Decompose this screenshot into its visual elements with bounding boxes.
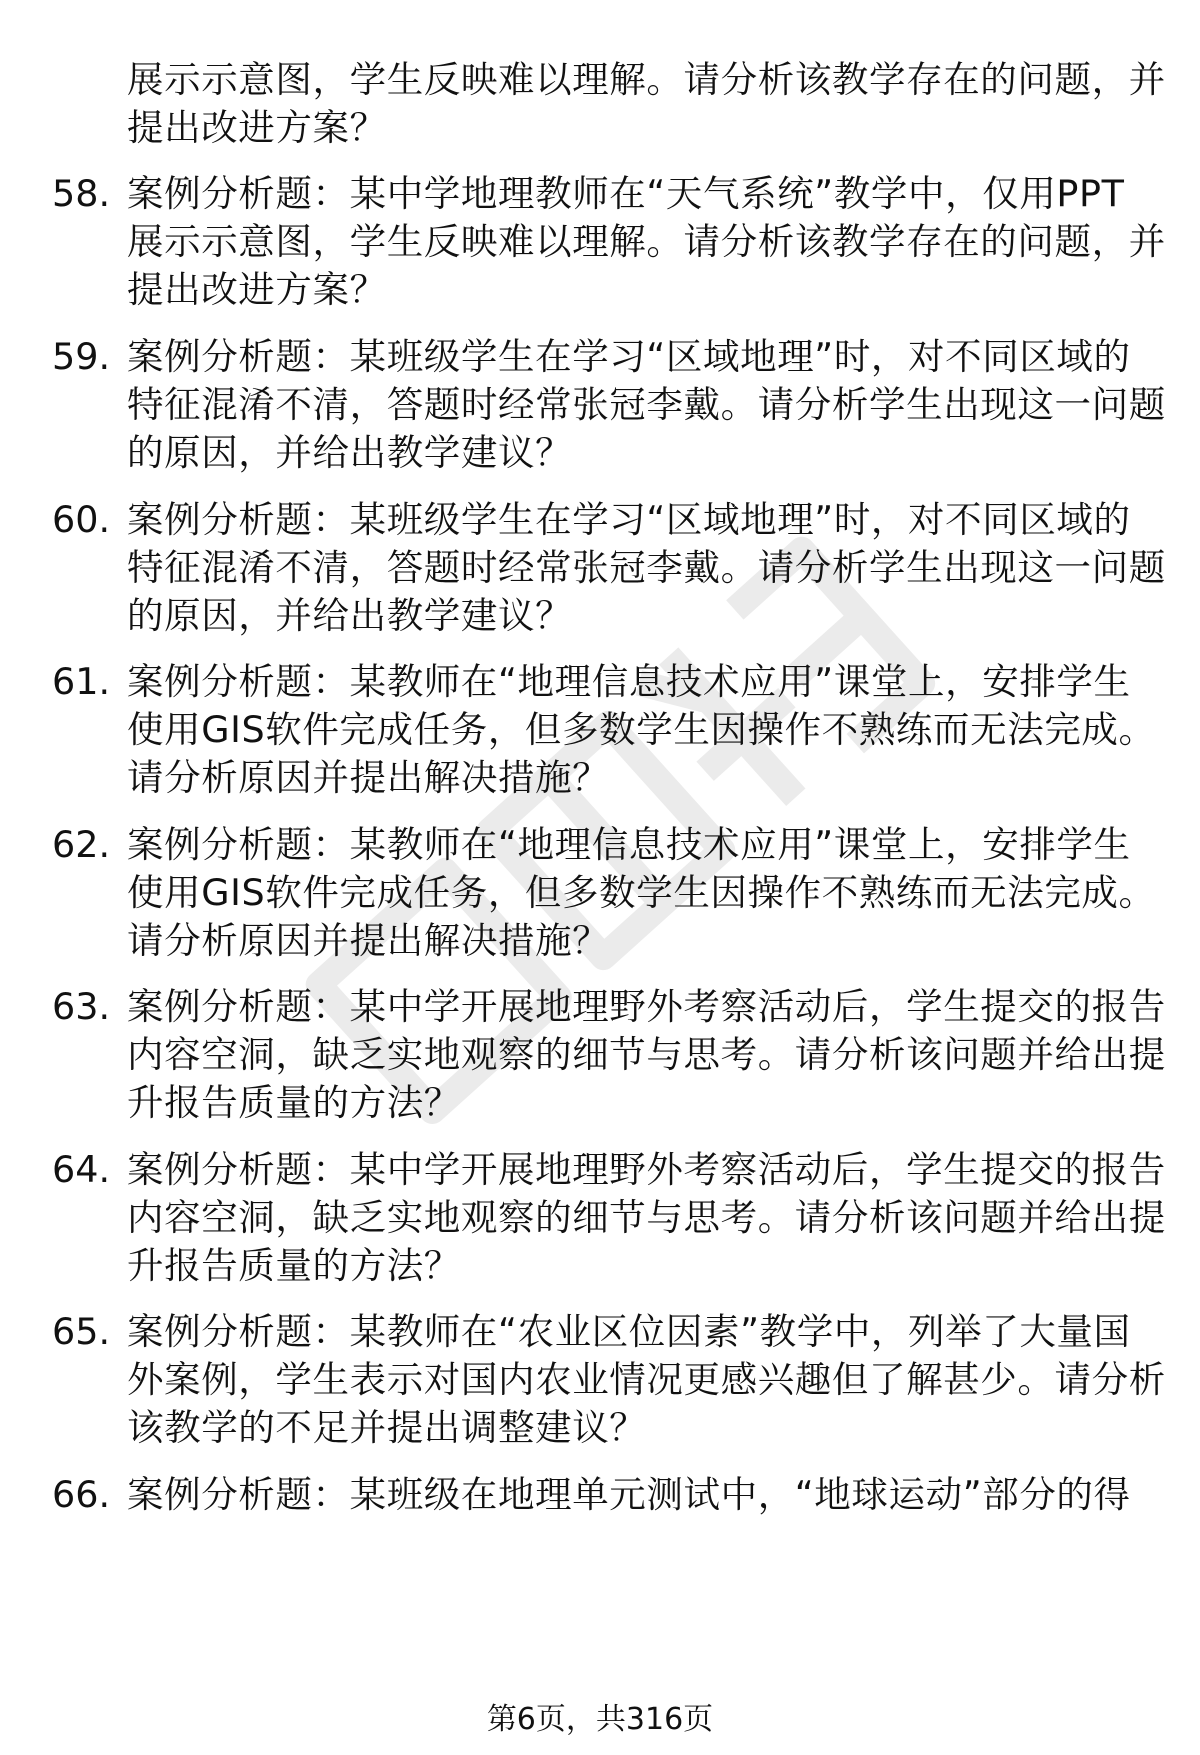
question-text-line: 请分析原因并提出解决措施？ [127, 919, 610, 962]
question-text-line: 的原因，并给出教学建议？ [127, 431, 573, 474]
question-text-line: 案例分析题：某中学开展地理野外考察活动后，学生提交的报告 [127, 985, 1166, 1028]
question-text-line: 案例分析题：某教师在“地理信息技术应用”课堂上，安排学生 [127, 660, 1131, 703]
question-number: 65. [52, 1310, 111, 1353]
question-number: 59. [52, 335, 111, 378]
question-text-line: 案例分析题：某中学开展地理野外考察活动后，学生提交的报告 [127, 1148, 1166, 1191]
question-number: 63. [52, 985, 111, 1028]
question-text-line: 案例分析题：某教师在“农业区位因素”教学中，列举了大量国 [127, 1310, 1131, 1353]
question-text-line: 升报告质量的方法？ [127, 1081, 461, 1124]
question-text-line: 使用GIS软件完成任务，但多数学生因操作不熟练而无法完成。 [127, 708, 1156, 751]
question-text-line: 特征混淆不清，答题时经常张冠李戴。请分析学生出现这一问题 [127, 383, 1166, 426]
question-number: 62. [52, 823, 111, 866]
question-text-line: 内容空洞，缺乏实地观察的细节与思考。请分析该问题并给出提 [127, 1196, 1166, 1239]
question-text-line: 升报告质量的方法？ [127, 1244, 461, 1287]
question-number: 60. [52, 498, 111, 541]
question-text-line: 案例分析题：某班级学生在学习“区域地理”时，对不同区域的 [127, 498, 1131, 541]
question-text-line: 展示示意图，学生反映难以理解。请分析该教学存在的问题，并 [127, 58, 1166, 101]
question-number: 66. [52, 1473, 111, 1516]
question-text-line: 展示示意图，学生反映难以理解。请分析该教学存在的问题，并 [127, 220, 1166, 263]
question-text-line: 案例分析题：某班级在地理单元测试中，“地球运动”部分的得 [127, 1473, 1131, 1516]
question-text-line: 案例分析题：某班级学生在学习“区域地理”时，对不同区域的 [127, 335, 1131, 378]
question-text-line: 案例分析题：某教师在“地理信息技术应用”课堂上，安排学生 [127, 823, 1131, 866]
question-text-line: 使用GIS软件完成任务，但多数学生因操作不熟练而无法完成。 [127, 871, 1156, 914]
question-text-line: 提出改进方案？ [127, 106, 387, 149]
question-number: 64. [52, 1148, 111, 1191]
question-text-line: 提出改进方案？ [127, 268, 387, 311]
question-text-line: 内容空洞，缺乏实地观察的细节与思考。请分析该问题并给出提 [127, 1033, 1166, 1076]
question-number: 61. [52, 660, 111, 703]
question-text-line: 特征混淆不清，答题时经常张冠李戴。请分析学生出现这一问题 [127, 546, 1166, 589]
question-text-line: 请分析原因并提出解决措施？ [127, 756, 610, 799]
page-number-footer: 第6页，共316页 [486, 1702, 714, 1737]
question-text-line: 的原因，并给出教学建议？ [127, 594, 573, 637]
question-text-line: 外案例，学生表示对国内农业情况更感兴趣但了解甚少。请分析 [127, 1358, 1166, 1401]
question-text-line: 该教学的不足并提出调整建议？ [127, 1406, 647, 1449]
question-text-line: 案例分析题：某中学地理教师在“天气系统”教学中，仅用PPT [127, 172, 1125, 215]
question-number: 58. [52, 172, 111, 215]
